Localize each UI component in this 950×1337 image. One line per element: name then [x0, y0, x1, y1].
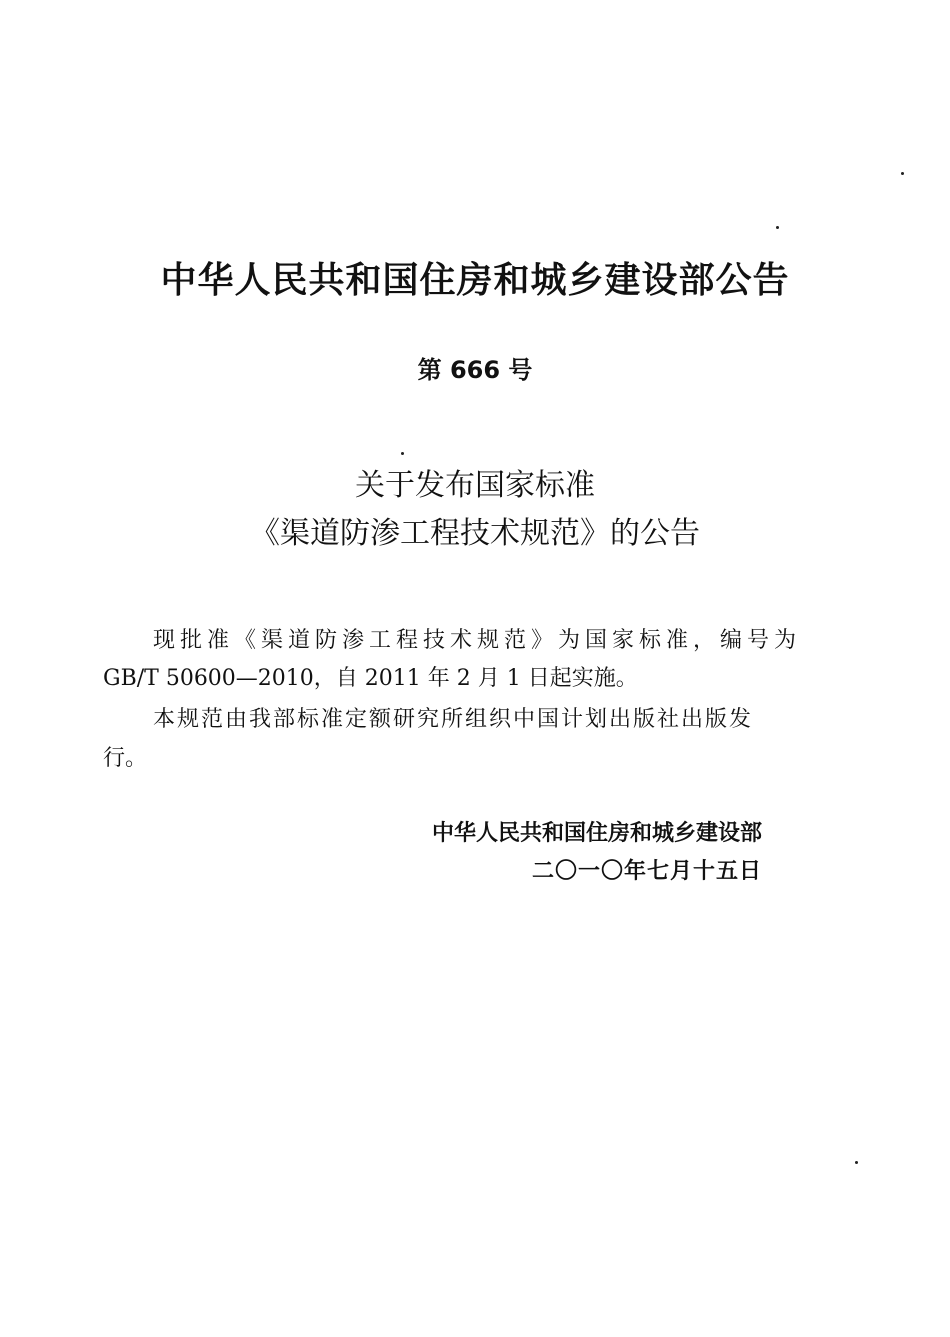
- body-paragraph2-line2: 行。: [103, 746, 148, 771]
- signature-date: 二〇一〇年七月十五日: [531, 859, 762, 884]
- announcement-subtitle-line1: 关于发布国家标准: [355, 468, 595, 503]
- announcement-number: 第 666 号: [417, 356, 533, 384]
- scan-speck: [401, 452, 404, 455]
- body-paragraph1-line2: GB/T 50600—2010，自 2011 年 2 月 1 日起实施。: [103, 666, 638, 691]
- scan-speck: [901, 172, 904, 175]
- signature-organization: 中华人民共和国住房和城乡建设部: [431, 821, 762, 846]
- scan-speck: [855, 1161, 858, 1164]
- announcement-title: 中华人民共和国住房和城乡建设部公告: [160, 260, 790, 301]
- body-paragraph2-line1: 本规范由我部标准定额研究所组织中国计划出版社出版发: [153, 707, 754, 732]
- body-paragraph1-line1: 现批准《渠道防渗工程技术规范》为国家标准，编号为: [153, 628, 802, 653]
- announcement-subtitle-line2: 《渠道防渗工程技术规范》的公告: [250, 516, 700, 551]
- scan-speck: [776, 226, 779, 229]
